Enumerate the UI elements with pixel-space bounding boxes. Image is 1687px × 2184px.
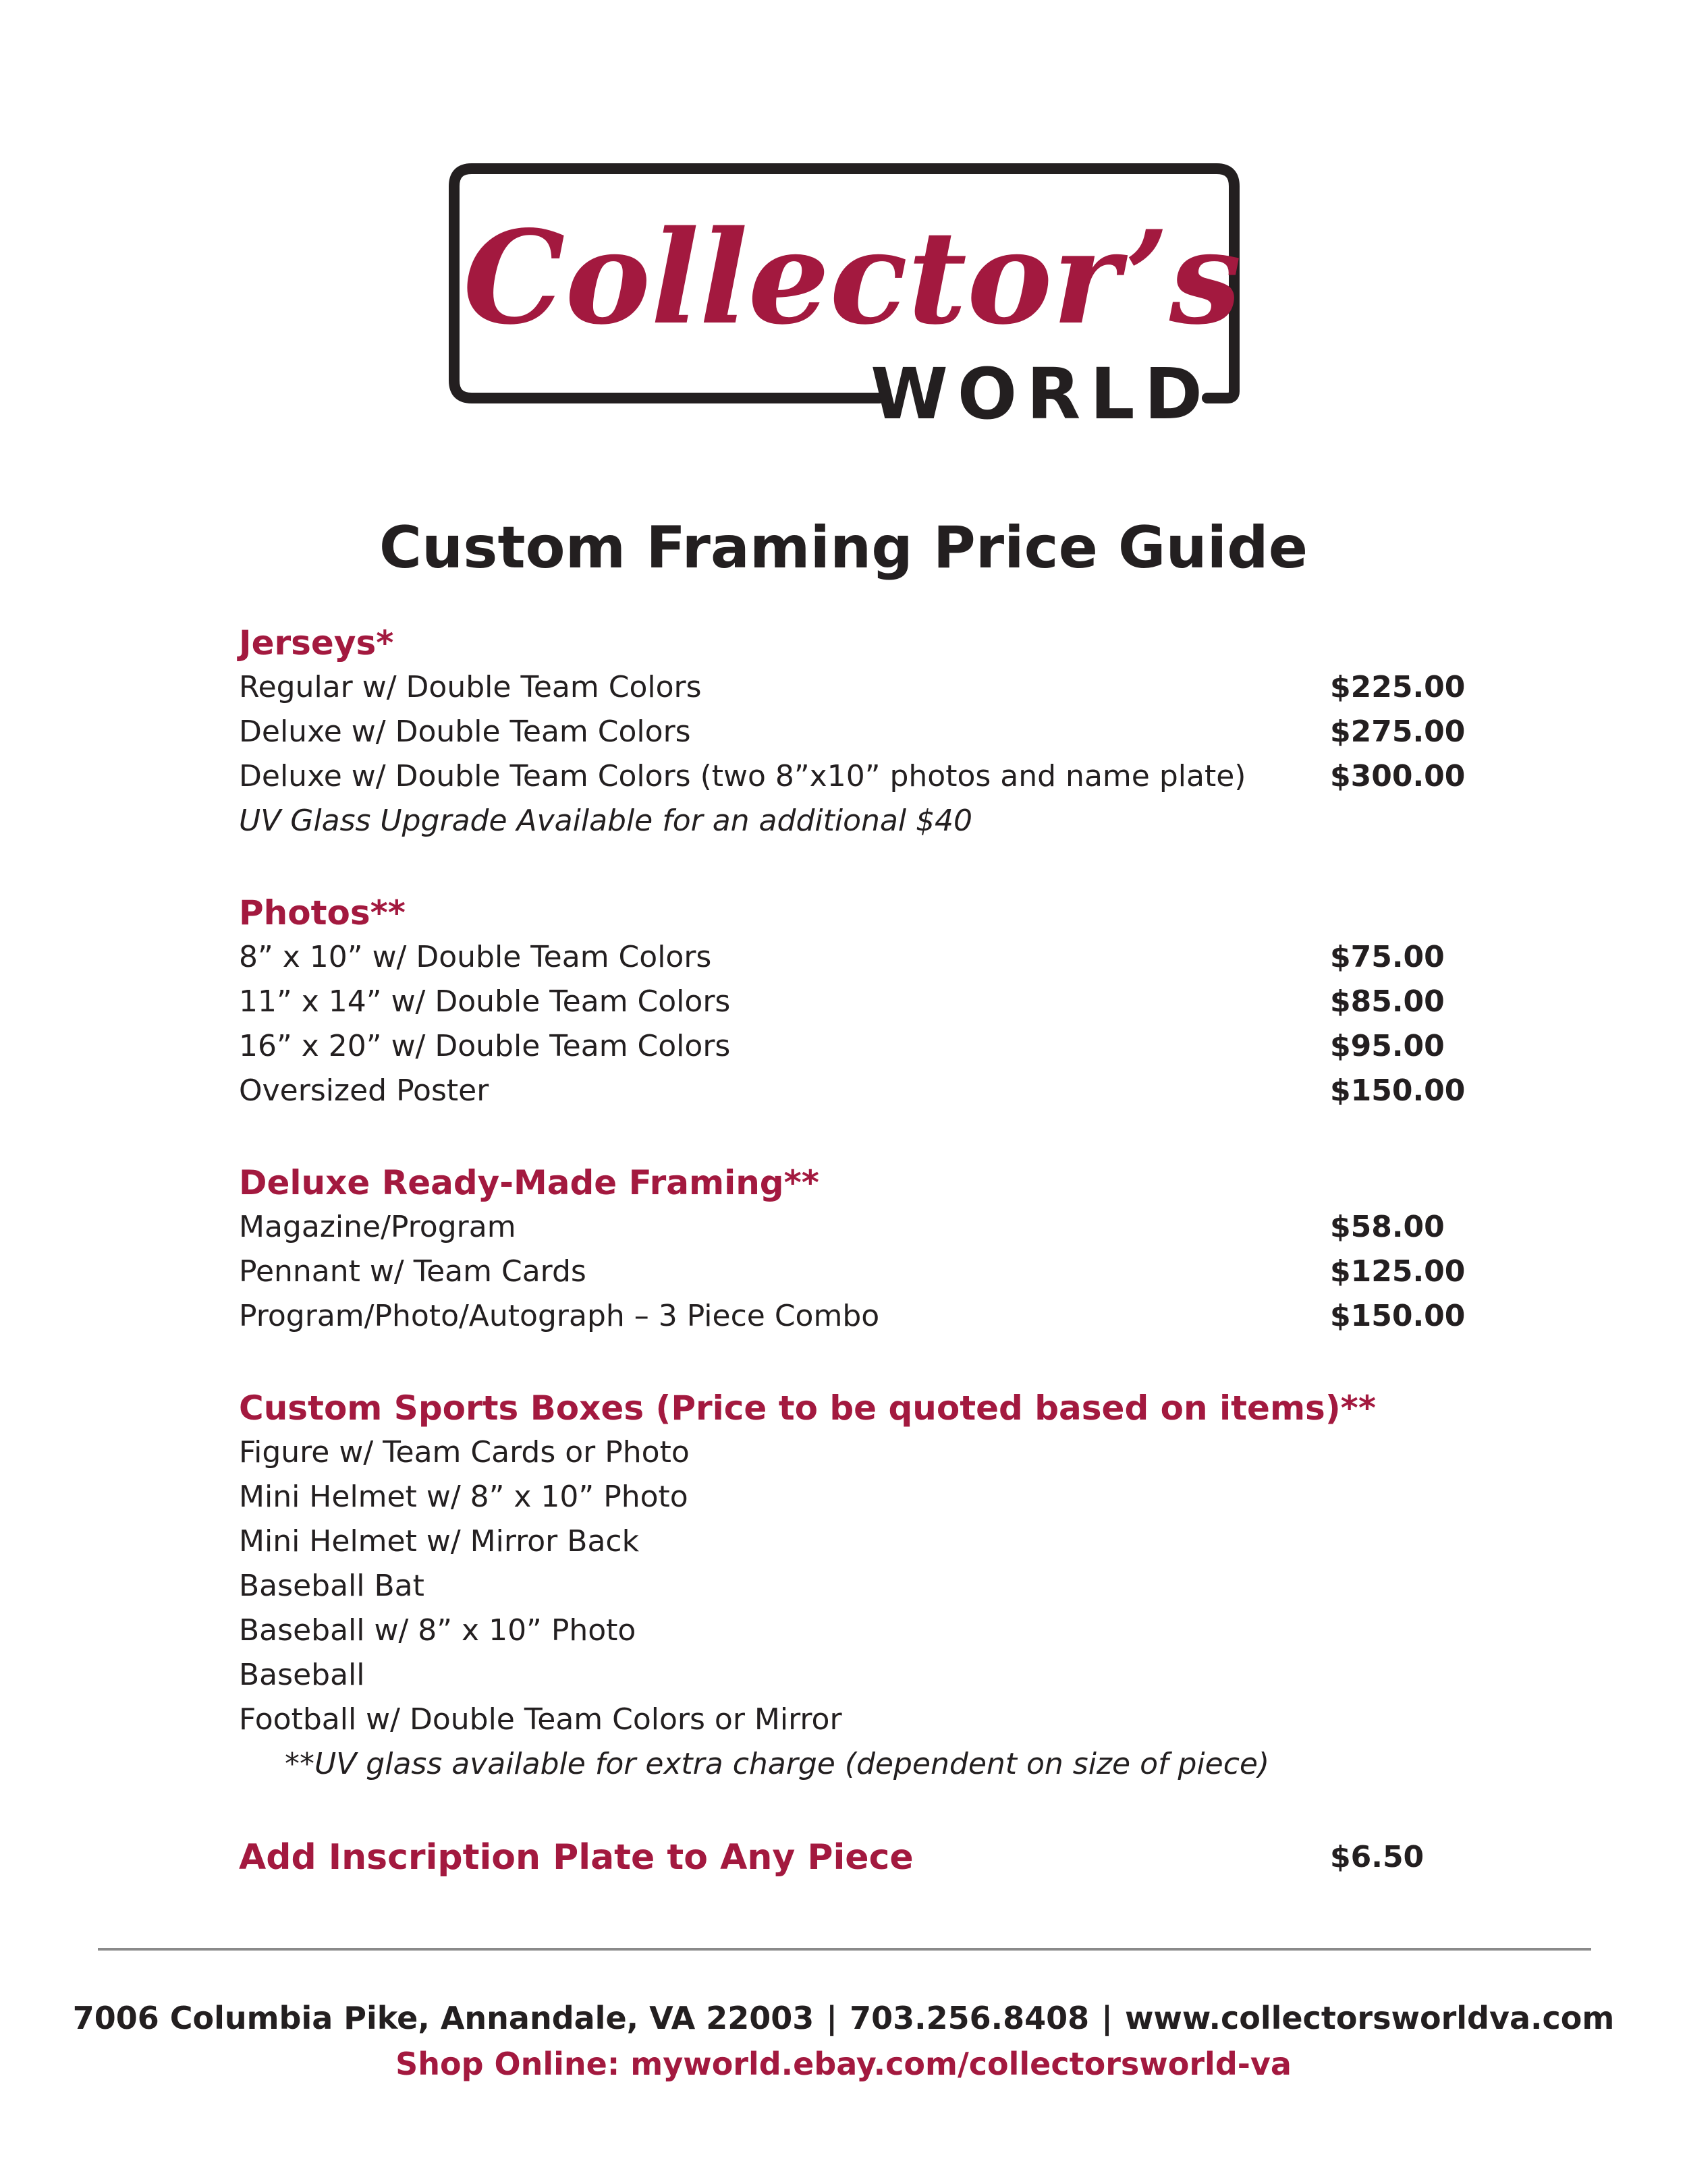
item-price: $85.00 — [1330, 984, 1445, 1019]
collectors-world-logo — [447, 162, 1241, 429]
logo-script-text: Collector’s — [463, 202, 1241, 353]
website-link[interactable]: www.collectorsworldva.com — [1124, 2000, 1615, 2036]
list-item — [239, 1519, 1521, 1564]
uv-glass-note: UV Glass Upgrade Available for an additional $40 — [239, 804, 973, 838]
list-item — [239, 1608, 1521, 1653]
store-phone[interactable]: 703.256.8408 — [850, 2000, 1090, 2036]
item-price: $58.00 — [1330, 1210, 1445, 1244]
section-heading: Custom Sports Boxes (Price to be quoted based on items)** — [239, 1389, 1376, 1428]
list-item — [239, 1475, 1521, 1519]
section-heading: Deluxe Ready-Made Framing** — [239, 1163, 819, 1202]
shop-online — [0, 2042, 1687, 2086]
item-price: $150.00 — [1330, 1073, 1466, 1108]
spacer — [239, 843, 1521, 891]
item-label: Deluxe w/ Double Team Colors — [239, 715, 691, 749]
section-custom-sports-boxes — [239, 1386, 1521, 1787]
price-row — [239, 980, 1521, 1024]
section-photos — [239, 891, 1521, 1113]
item-label: 16” x 20” w/ Double Team Colors — [239, 1029, 731, 1063]
item-label: Football w/ Double Team Colors or Mirror — [239, 1702, 842, 1737]
inscription-plate-row — [239, 1834, 1521, 1881]
logo-world-text: WORLD — [870, 353, 1212, 429]
inscription-label: Add Inscription Plate to Any Piece — [239, 1837, 914, 1878]
page-title: Custom Framing Price Guide — [379, 514, 1308, 582]
price-row — [239, 1069, 1521, 1113]
item-price: $95.00 — [1330, 1029, 1445, 1063]
section-ready-made-framing — [239, 1160, 1521, 1339]
price-row — [239, 1294, 1521, 1339]
separator: | — [1101, 2000, 1113, 2036]
price-row — [239, 935, 1521, 980]
item-label: Deluxe w/ Double Team Colors (two 8”x10” photos and name plate) — [239, 759, 1246, 793]
item-label: Oversized Poster — [239, 1073, 489, 1108]
item-price: $275.00 — [1330, 715, 1466, 749]
price-row — [239, 665, 1521, 710]
price-row — [239, 710, 1521, 754]
item-label: Baseball w/ 8” x 10” Photo — [239, 1613, 636, 1648]
list-item — [239, 1653, 1521, 1698]
price-sections — [239, 621, 1521, 1881]
item-price: $125.00 — [1330, 1254, 1466, 1289]
item-price: $225.00 — [1330, 670, 1466, 704]
ebay-store-link[interactable]: myworld.ebay.com/collectorsworld-va — [630, 2046, 1292, 2082]
footer-divider — [98, 1948, 1591, 1951]
item-label: Baseball Bat — [239, 1569, 424, 1603]
item-label: Mini Helmet w/ Mirror Back — [239, 1524, 640, 1559]
item-label: Regular w/ Double Team Colors — [239, 670, 702, 704]
item-label: Magazine/Program — [239, 1210, 516, 1244]
spacer — [239, 1113, 1521, 1160]
section-heading: Photos** — [239, 893, 406, 932]
price-row — [239, 1205, 1521, 1250]
section-heading: Jerseys* — [239, 623, 394, 663]
item-label: Pennant w/ Team Cards — [239, 1254, 586, 1289]
item-price: $75.00 — [1330, 940, 1445, 974]
shop-online-label: Shop Online: — [395, 2046, 620, 2082]
list-item — [239, 1564, 1521, 1608]
contact-info — [0, 1996, 1687, 2040]
item-label: Mini Helmet w/ 8” x 10” Photo — [239, 1480, 688, 1514]
item-label: Program/Photo/Autograph – 3 Piece Combo — [239, 1299, 880, 1333]
item-price: $150.00 — [1330, 1299, 1466, 1333]
list-item — [239, 1698, 1521, 1742]
spacer — [239, 1339, 1521, 1386]
list-item — [239, 1430, 1521, 1475]
logo-graphic — [447, 162, 1241, 429]
inscription-price: $6.50 — [1330, 1840, 1425, 1874]
price-row — [239, 1024, 1521, 1069]
uv-glass-note: **UV glass available for extra charge (dependent on size of piece) — [285, 1747, 1270, 1781]
separator: | — [826, 2000, 838, 2036]
price-row — [239, 1250, 1521, 1294]
store-address: 7006 Columbia Pike, Annandale, VA 22003 — [72, 2000, 814, 2036]
section-jerseys — [239, 621, 1521, 843]
spacer — [239, 1787, 1521, 1834]
item-label: Figure w/ Team Cards or Photo — [239, 1435, 690, 1469]
item-label: Baseball — [239, 1658, 365, 1692]
item-label: 11” x 14” w/ Double Team Colors — [239, 984, 731, 1019]
price-row — [239, 754, 1521, 799]
item-price: $300.00 — [1330, 759, 1466, 793]
item-label: 8” x 10” w/ Double Team Colors — [239, 940, 712, 974]
